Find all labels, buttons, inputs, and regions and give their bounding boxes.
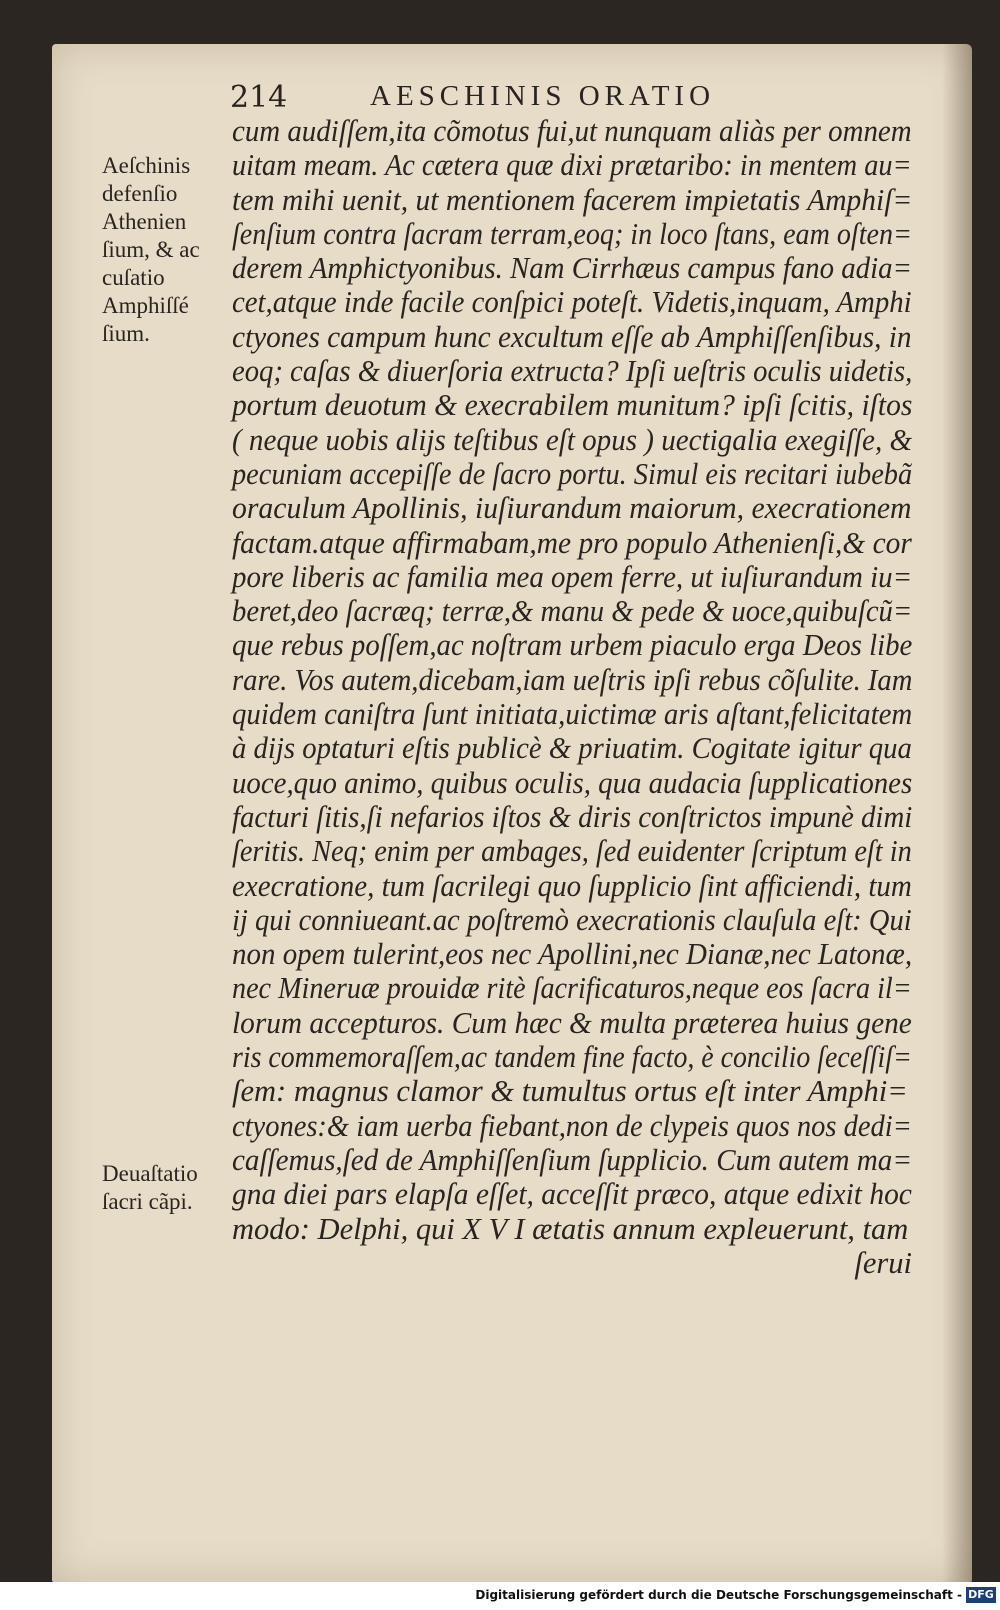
text-line: ij qui conniueant.ac poſtremò execrationis clauſula eſt: Qui [232,902,912,937]
text-line: ctyones campum hunc excultum eſſe ab Amphiſſenſibus, in [232,319,912,354]
text-line: beret,deo ſacræq; terræ,& manu & pede & uoce,quibuſcũ= [232,594,913,629]
text-line: tem mihi uenit, ut mentionem facerem impietatis Amphiſ= [232,182,913,217]
text-line: quidem caniſtra ſunt initiata,uictimæ aris aſtant,felicitatem [232,697,913,732]
page-number: 214 [230,80,288,115]
text-line: uitam meam. Ac cætera quæ dixi prætaribo: in mentem au= [232,148,912,183]
text-line: lorum accepturos. Cum hæc & multa præterea huius gene [232,1005,912,1040]
text-line: portum deuotum & execrabilem munitum? ipſi ſcitis, iſtos [232,388,913,423]
margin-note-line: Aeſchinis [102,153,191,178]
text-line: cum audiſſem,ita cõmotus fui,ut nunquam aliàs per omnem [232,114,912,148]
text-line: factam.atque affirmabam,me pro populo Athenienſi,& cor [232,525,912,560]
text-line: à dijs optaturi eſtis publicè & priuatim. Cogitate igitur qua [232,731,912,766]
margin-note-line: Athenien [102,209,187,234]
text-line: nec Mineruæ prouidæ ritè ſacrificaturos,neque eos ſacra il= [232,971,912,1006]
footer-credit: Digitalisierung gefördert durch die Deutsche Forschungsgemeinschaft - [475,1588,962,1602]
text-line: que rebus poſſem,ac noſtram urbem piaculo erga Deos libe [232,628,913,663]
margin-note-line: ſacri cãpi. [102,1189,193,1214]
text-line: cet,atque inde facile conſpici poteſt. Videtis,inquam, Amphi [232,285,912,320]
text-line: modo: Delphi, qui X V I ætatis annum expleuerunt, tam [232,1211,909,1246]
margin-note-line: Deuaſtatio [102,1161,198,1186]
text-line: execratione, tum ſacrilegi quo ſupplicio ſint afficiendi, tum [232,868,912,903]
margin-note-line: Amphiſſé [102,293,189,318]
text-line: gna diei pars elapſa eſſet, acceſſit præco, atque edixit hoc [232,1177,912,1212]
text-line: ſenſium contra ſacram terram,eoq; in loco ſtans, eam oſten= [232,216,912,251]
text-line: ctyones:& iam uerba fiebant,non de clypeis quos nos dedi= [232,1108,912,1143]
margin-note-line: ſium. [102,321,150,346]
text-line: caſſemus,ſed de Amphiſſenſium ſupplicio. Cum autem ma= [232,1142,912,1177]
text-line: facturi ſitis,ſi nefarios iſtos & diris conſtrictos impunè dimi [232,799,913,834]
margin-note-line: ſium, & ac [102,237,200,262]
text-line: pore liberis ac familia mea opem ferre, ut iuſiurandum iu= [232,559,913,594]
catchword: ſerui [854,1245,912,1280]
dfg-logo: DFG [966,1587,996,1603]
margin-note-defense [102,152,227,348]
text-line: rare. Vos autem,dicebam,iam ueſtris ipſi rebus cõſulite. Iam [232,662,913,697]
text-line: ſeritis. Neq; enim per ambages, ſed euidenter ſcriptum eſt in [232,834,912,869]
text-line: ris commemoraſſem,ac tandem fine facto, è concilio ſeceſſiſ= [232,1040,912,1075]
text-line: uoce,quo animo, quibus oculis, qua audacia ſupplicationes [232,765,913,800]
text-line: pecuniam accepiſſe de ſacro portu. Simul eis recitari iubebã [232,456,913,491]
margin-note-line: cuſatio [102,265,165,290]
page-edge-shadow [942,44,972,1582]
text-line: ſem: magnus clamor & tumultus ortus eſt inter Amphi= [232,1074,908,1109]
text-line: derem Amphictyonibus. Nam Cirrhæus campus fano adia= [232,251,912,286]
text-line: eoq; caſas & diuerſoria extructa? Ipſi ueſtris oculis uidetis, [232,354,913,389]
running-title: AESCHINIS ORATIO [370,80,716,112]
body-text [232,114,912,1280]
footer-bar [0,1582,1000,1610]
text-line: non opem tulerint,eos nec Apollini,nec Dianæ,nec Latonæ, [232,937,913,972]
margin-note-line: defenſio [102,181,178,206]
margin-note-devastation [102,1160,227,1216]
text-line: oraculum Apollinis, iuſiurandum maiorum, execrationem [232,491,912,526]
text-line: ( neque uobis alijs teſtibus eſt opus ) uectigalia exegiſſe, & [232,422,913,457]
